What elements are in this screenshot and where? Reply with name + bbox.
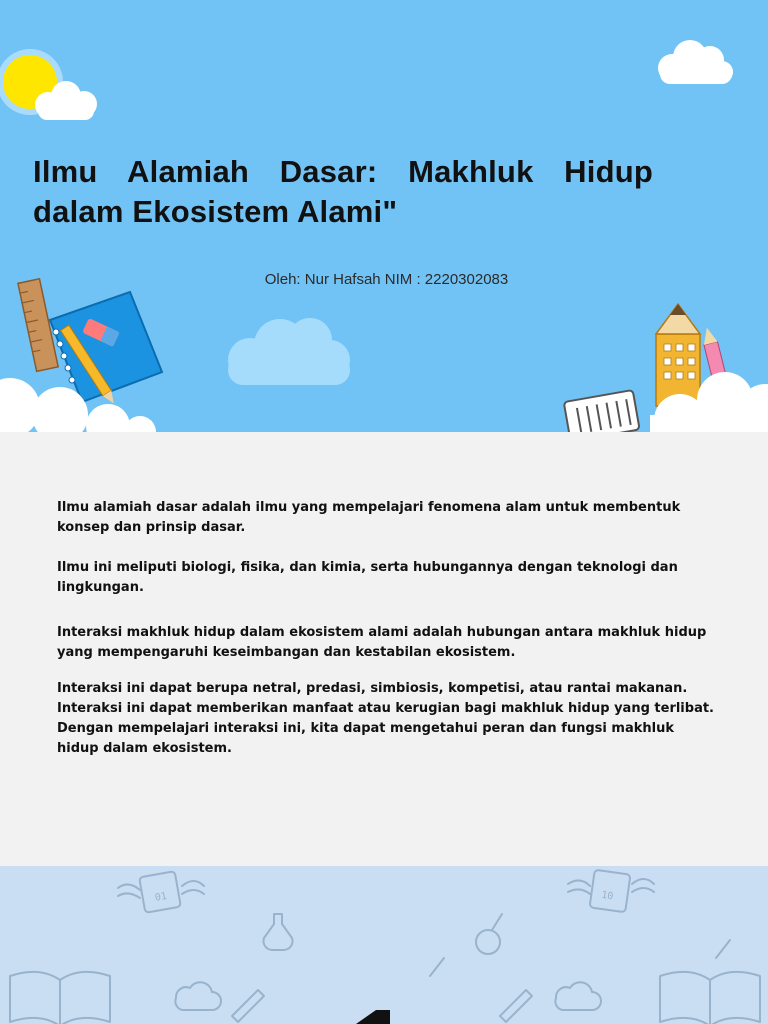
- cloud-icon: [175, 982, 221, 1010]
- calendar-date-right: 10: [600, 889, 615, 903]
- paragraph-interaction: Interaksi makhluk hidup dalam ekosistem alami adalah hubungan antara makhluk hidup yang mempengaruhi keseimbangan dan kestabilan ekosistem.: [57, 625, 707, 660]
- crayon-box-icon: [656, 304, 700, 406]
- cloud-icon: [555, 982, 601, 1010]
- pencil-icon: [500, 990, 532, 1022]
- content-slide: [0, 432, 768, 866]
- calculator-icon: [564, 390, 640, 432]
- title-slide: [0, 0, 768, 432]
- doodle-pattern: [0, 866, 768, 1024]
- pattern-slide: [0, 866, 768, 1024]
- book-icon: [660, 972, 760, 1024]
- cloud-icon: [658, 40, 733, 84]
- cloud-icon: [228, 318, 350, 385]
- flask-icon: [263, 914, 292, 950]
- book-icon: [10, 972, 110, 1024]
- paragraph-interaction-types: Interaksi ini dapat berupa netral, predasi, simbiosis, kompetisi, atau rantai makanan. Interaksi ini dapat memberikan manfaat atau kerugian bagi makhluk hidup yang terlibat. Dengan mempelajari interaksi ini, kita dapat mengetahui peran dan fungsi makhluk hidup dalam ekosistem.: [57, 681, 714, 756]
- doodle-lines: [430, 940, 730, 976]
- pencil-icon: [232, 990, 264, 1022]
- calendar-date-left: 01: [154, 890, 168, 904]
- page-number-fragment: [356, 1010, 390, 1024]
- author-line: Oleh: Nur Hafsah NIM : 2220302083: [264, 271, 509, 288]
- flask-icon: [476, 914, 502, 954]
- paragraph-scope: Ilmu ini meliputi biologi, fisika, dan kimia, serta hubungannya dengan teknologi dan lingkungan.: [57, 560, 678, 595]
- presentation-title: Ilmu Alamiah Dasar: Makhluk Hidup dalam Ekosistem Alami": [33, 154, 653, 229]
- paragraph-definition: Ilmu alamiah dasar adalah ilmu yang mempelajari fenomena alam untuk membentuk konsep dan prinsip dasar.: [57, 500, 681, 535]
